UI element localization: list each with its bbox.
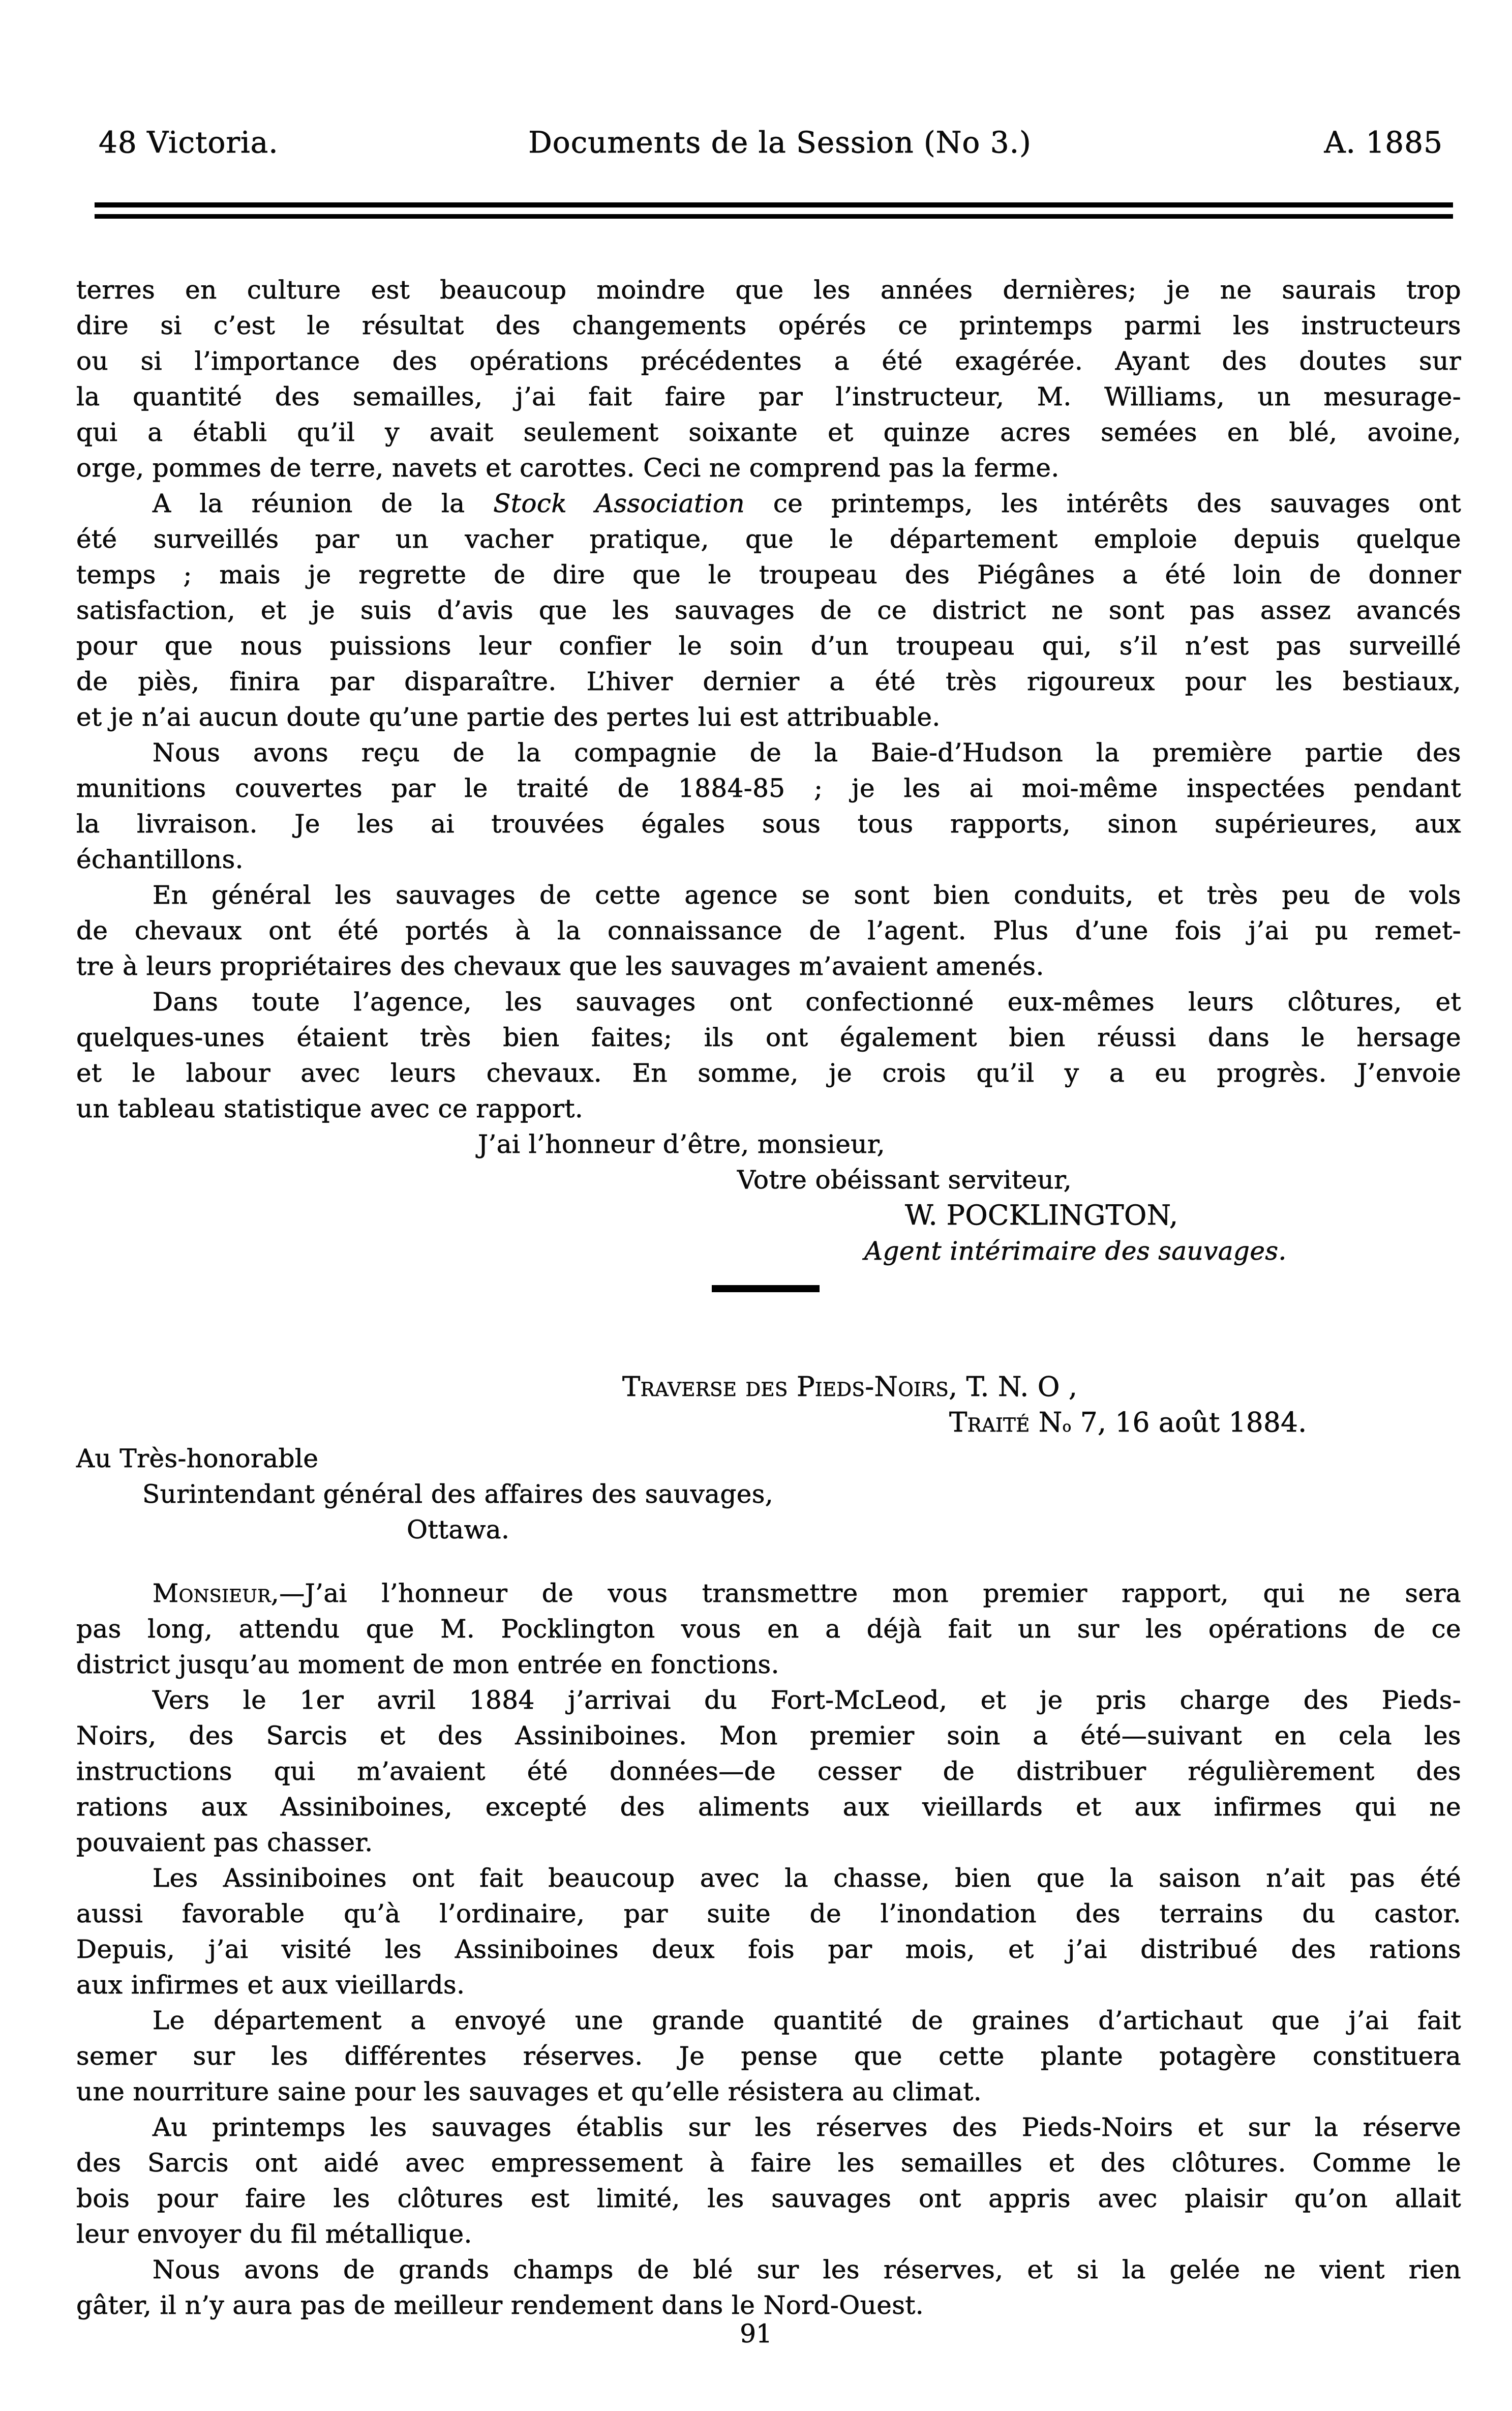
text-line: district jusqu’au moment de mon entrée en fonctions. xyxy=(76,1650,779,1679)
text-line: temps ; mais je regrette de dire que le troupeau des Piégânes a été loin de donner xyxy=(76,560,1461,589)
text-line: Le département a envoyé une grande quantité de graines d’artichaut que j’ai fait xyxy=(153,2006,1461,2035)
header-year: A. 1885 xyxy=(1324,125,1443,160)
text-line: pour que nous puissions leur confier le soin d’un troupeau qui, s’il n’est pas surveillé xyxy=(76,631,1461,661)
text-block xyxy=(76,272,1461,2323)
text-line: un tableau statistique avec ce rapport. xyxy=(76,1094,584,1123)
text-line: Nous avons de grands champs de blé sur les réserves, et si la gelée ne vient rien xyxy=(153,2255,1461,2284)
text-line: Traverse des Pieds-Noirs, T. N. O , xyxy=(622,1372,1078,1403)
text-line: aux infirmes et aux vieillards. xyxy=(76,1970,465,2000)
text-line: qui a établi qu’il y avait seulement soixante et quinze acres semées en blé, avoine, xyxy=(76,418,1461,447)
text-line: Agent intérimaire des sauvages. xyxy=(864,1236,1287,1266)
text-line: rations aux Assiniboines, excepté des aliments aux vieillards et aux infirmes qui ne xyxy=(76,1792,1461,1822)
text-line: Depuis, j’ai visité les Assiniboines deux fois par mois, et j’ai distribué des rations xyxy=(76,1934,1461,1964)
text-line: échantillons. xyxy=(76,845,244,874)
text-line: la quantité des semailles, j’ai fait faire par l’instructeur, M. Williams, un mesurage- xyxy=(76,382,1461,411)
text-line: satisfaction, et je suis d’avis que les sauvages de ce district ne sont pas assez avancés xyxy=(76,596,1461,625)
text-line: de piès, finira par disparaître. L’hiver dernier a été très rigoureux pour les bestiaux, xyxy=(76,667,1461,696)
text-line: gâter, il n’y aura pas de meilleur rendement dans le Nord-Ouest. xyxy=(76,2290,924,2320)
text-line: Dans toute l’agence, les sauvages ont confectionné eux-mêmes leurs clôtures, et xyxy=(153,987,1461,1017)
text-line: J’ai l’honneur d’être, monsieur, xyxy=(478,1129,885,1159)
text-line: orge, pommes de terre, navets et carottes. Ceci ne comprend pas la ferme. xyxy=(76,453,1060,483)
text-line: pouvaient pas chasser. xyxy=(76,1828,373,1857)
text-line: bois pour faire les clôtures est limité, les sauvages ont appris avec plaisir qu’on allait xyxy=(76,2184,1461,2213)
header-title: Documents de la Session (No 3.) xyxy=(528,125,1032,160)
text-line: instructions qui m’avaient été données—de cesser de distribuer régulièrement des xyxy=(76,1757,1461,1786)
page-number: 91 xyxy=(740,2319,772,2348)
text-line: A la réunion de la Stock Association ce printemps, les intérêts des sauvages ont xyxy=(153,489,1461,518)
text-line: semer sur les différentes réserves. Je pense que cette plante potagère constituera xyxy=(76,2041,1461,2071)
text-line: des Sarcis ont aidé avec empressement à faire les semailles et des clôtures. Comme le xyxy=(76,2148,1461,2178)
text-line: Nous avons reçu de la compagnie de la Baie-d’Hudson la première partie des xyxy=(153,738,1461,767)
text-line: terres en culture est beaucoup moindre que les années dernières; je ne saurais trop xyxy=(76,275,1461,305)
text-line: quelques-unes étaient très bien faites; ils ont également bien réussi dans le hersage xyxy=(76,1023,1461,1052)
text-line: pas long, attendu que M. Pocklington vous en a déjà fait un sur les opérations de ce xyxy=(76,1614,1461,1644)
header-double-rule xyxy=(95,202,1453,219)
text-line: Traité $N^o$ 7, 16 août 1884. xyxy=(949,1407,1307,1438)
text-line: Noirs, des Sarcis et des Assiniboines. Mon premier soin a été—suivant en cela les xyxy=(76,1721,1461,1750)
text-line: En général les sauvages de cette agence se sont bien conduits, et très peu de vols xyxy=(153,880,1461,910)
header-volume: 48 Victoria. xyxy=(99,125,279,160)
text-line: aussi favorable qu’à l’ordinaire, par suite de l’inondation des terrains du castor. xyxy=(76,1899,1461,1928)
text-line: dire si c’est le résultat des changements opérés ce printemps parmi les instructeurs xyxy=(76,311,1461,340)
text-line: la livraison. Je les ai trouvées égales sous tous rapports, sinon supérieures, aux xyxy=(76,809,1461,839)
text-line: Au printemps les sauvages établis sur les réserves des Pieds-Noirs et sur la réserve xyxy=(153,2112,1461,2142)
text-line: Surintendant général des affaires des sauvages, xyxy=(142,1479,774,1509)
text-line: de chevaux ont été portés à la connaissance de l’agent. Plus d’une fois j’ai pu remet- xyxy=(76,916,1461,945)
text-line: Vers le 1er avril 1884 j’arrivai du Fort-McLeod, et je pris charge des Pieds- xyxy=(153,1685,1461,1715)
text-line: W. POCKLINGTON, xyxy=(905,1199,1178,1231)
text-line: ou si l’importance des opérations précédentes a été exagérée. Ayant des doutes sur xyxy=(76,346,1461,376)
text-line: munitions couvertes par le traité de 1884-85 ; je les ai moi-même inspectées pendant xyxy=(76,773,1461,803)
text-line: une nourriture saine pour les sauvages et qu’elle résistera au climat. xyxy=(76,2077,982,2106)
text-line: tre à leurs propriétaires des chevaux que les sauvages m’avaient amenés. xyxy=(76,951,1044,981)
text-line: Monsieur,—J’ai l’honneur de vous transmettre mon premier rapport, qui ne sera xyxy=(153,1579,1461,1608)
text-line: leur envoyer du fil métallique. xyxy=(76,2219,472,2249)
text-line: été surveillés par un vacher pratique, que le département emploie depuis quelque xyxy=(76,524,1461,554)
text-line: et je n’ai aucun doute qu’une partie des pertes lui est attribuable. xyxy=(76,702,941,732)
text-line: Ottawa. xyxy=(407,1515,510,1544)
section-divider xyxy=(712,1285,820,1292)
text-line: et le labour avec leurs chevaux. En somme, je crois qu’il y a eu progrès. J’envoie xyxy=(76,1058,1461,1088)
text-line: Les Assiniboines ont fait beaucoup avec la chasse, bien que la saison n’ait pas été xyxy=(153,1863,1461,1893)
text-line: Au Très-honorable xyxy=(76,1444,319,1473)
running-header xyxy=(76,125,1443,167)
text-line: Votre obéissant serviteur, xyxy=(737,1165,1072,1195)
